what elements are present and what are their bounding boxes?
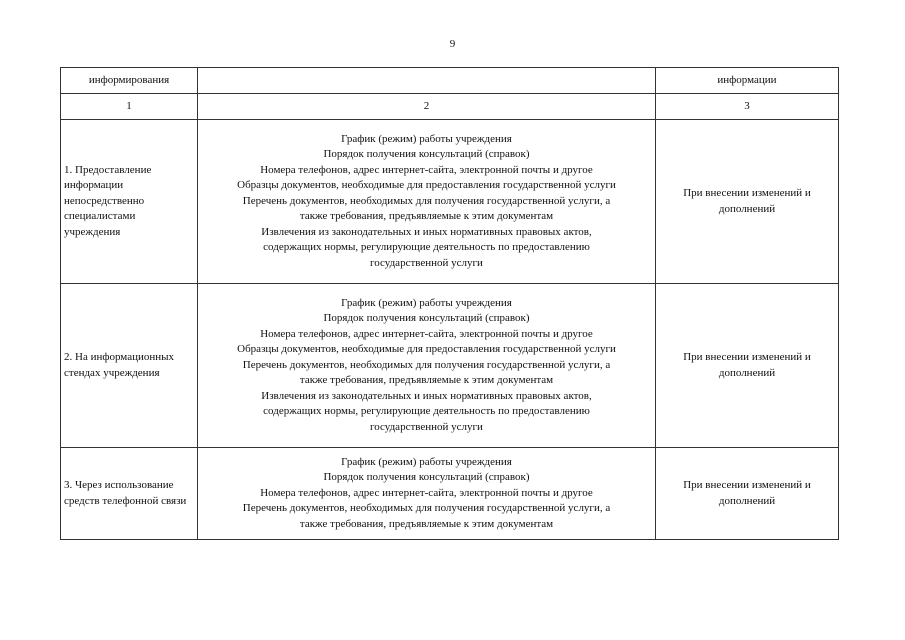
content-line: График (режим) работы учреждения: [341, 296, 512, 309]
frequency-cell: При внесении изменений и дополнений: [656, 448, 839, 540]
table-row: [61, 284, 839, 448]
content-line: Номера телефонов, адрес интернет-сайта, электронной почты и другое: [260, 486, 593, 499]
content-line: Образцы документов, необходимые для предоставления государственной услуги: [237, 343, 616, 356]
header-cell-content: [198, 68, 656, 94]
column-number-row: [61, 94, 839, 120]
content-line: содержащих нормы, регулирующие деятельность по предоставлению: [263, 405, 590, 418]
content-line: содержащих нормы, регулирующие деятельность по предоставлению: [263, 241, 590, 254]
table-row: [61, 448, 839, 540]
header-cell-frequency: информации: [656, 68, 839, 94]
content-line: Извлечения из законодательных и иных нормативных правовых актов,: [261, 225, 592, 238]
content-line: государственной услуги: [370, 256, 483, 269]
table-header-row: [61, 68, 839, 94]
content-line: также требования, предъявляемые к этим документам: [299, 517, 554, 530]
content-line: также требования, предъявляемые к этим документам: [299, 210, 554, 223]
content-line: Извлечения из законодательных и иных нормативных правовых актов,: [261, 389, 592, 402]
column-number-3: 3: [656, 94, 839, 120]
page-number: 9: [449, 38, 456, 50]
content-line: Образцы документов, необходимые для предоставления государственной услуги: [237, 179, 616, 192]
content-line: Номера телефонов, адрес интернет-сайта, электронной почты и другое: [260, 327, 593, 340]
column-number-2: 2: [198, 94, 656, 120]
content-line: государственной услуги: [370, 420, 483, 433]
method-cell: 1. Предоставление информации непосредственно специалистами учреждения: [61, 120, 198, 284]
method-cell: 3. Через использование средств телефонной связи: [61, 448, 198, 540]
content-line: также требования, предъявляемые к этим документам: [299, 374, 554, 387]
header-cell-method: информирования: [61, 68, 198, 94]
content-line: Номера телефонов, адрес интернет-сайта, электронной почты и другое: [260, 163, 593, 176]
content-line: Порядок получения консультаций (справок): [323, 312, 530, 325]
content-cell: [198, 120, 656, 284]
frequency-cell: При внесении изменений и дополнений: [656, 120, 839, 284]
content-line: Порядок получения консультаций (справок): [323, 148, 530, 161]
table-row: [61, 120, 839, 284]
content-line: Перечень документов, необходимых для получения государственной услуги, а: [242, 502, 611, 515]
content-line: График (режим) работы учреждения: [341, 455, 512, 468]
information-table: [60, 67, 839, 540]
content-line: Порядок получения консультаций (справок): [323, 471, 530, 484]
column-number-1: 1: [61, 94, 198, 120]
content-cell: [198, 448, 656, 540]
content-line: График (режим) работы учреждения: [341, 132, 512, 145]
content-cell: [198, 284, 656, 448]
frequency-cell: При внесении изменений и дополнений: [656, 284, 839, 448]
method-cell: 2. На информационных стендах учреждения: [61, 284, 198, 448]
content-line: Перечень документов, необходимых для получения государственной услуги, а: [242, 194, 611, 207]
content-line: Перечень документов, необходимых для получения государственной услуги, а: [242, 358, 611, 371]
